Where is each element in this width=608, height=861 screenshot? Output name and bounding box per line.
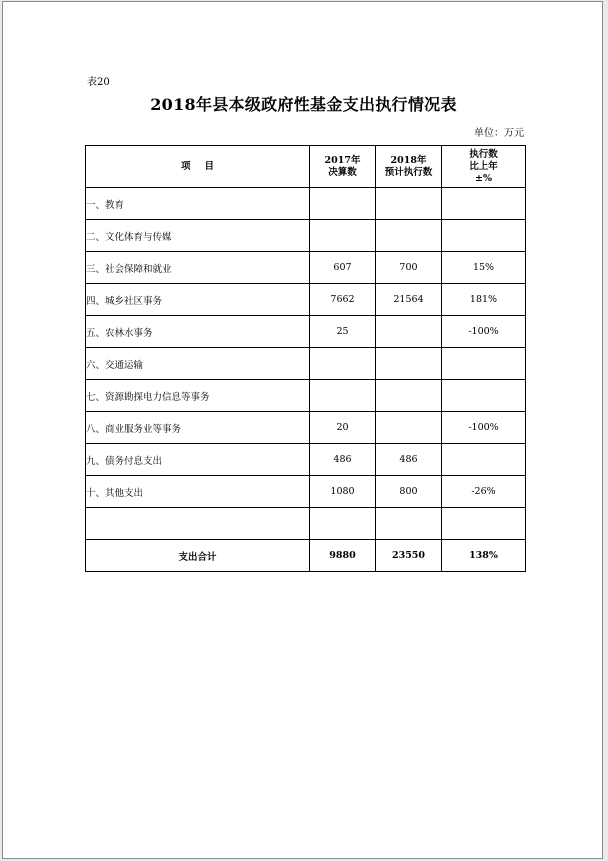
row-value-2018: 21564 [376, 284, 442, 316]
table-row [86, 284, 526, 316]
row-item: 四、城乡社区事务 [86, 284, 310, 316]
table-total-row [86, 540, 526, 572]
total-label: 支出合计 [86, 540, 310, 572]
row-value-2018 [376, 220, 442, 252]
row-item [86, 508, 310, 540]
row-value-2018 [376, 316, 442, 348]
total-change: 138% [442, 540, 526, 572]
row-value-2017: 486 [310, 444, 376, 476]
total-value-2017: 9880 [310, 540, 376, 572]
table-row [86, 188, 526, 220]
header-2017-line-1: 2017年 [324, 154, 361, 166]
row-value-2017: 20 [310, 412, 376, 444]
header-item-label: 项目 [180, 160, 228, 172]
row-value-2018 [376, 188, 442, 220]
table-row [86, 316, 526, 348]
row-value-2017: 1080 [310, 476, 376, 508]
row-change: 15% [442, 252, 526, 284]
table-row [86, 220, 526, 252]
table-row [86, 380, 526, 412]
row-value-2017: 607 [310, 252, 376, 284]
row-value-2018: 486 [376, 444, 442, 476]
row-value-2018 [376, 380, 442, 412]
row-change: 181% [442, 284, 526, 316]
row-value-2017 [310, 220, 376, 252]
row-change: -100% [442, 316, 526, 348]
total-value-2018: 23550 [376, 540, 442, 572]
row-value-2017 [310, 348, 376, 380]
header-2018-line-2: 预计执行数 [384, 166, 433, 178]
table-row [86, 444, 526, 476]
row-value-2017: 25 [310, 316, 376, 348]
table-row-empty [86, 508, 526, 540]
document-page [2, 1, 603, 859]
unit-label: 单位：万元 [474, 128, 524, 139]
row-item: 九、债务付息支出 [86, 444, 310, 476]
row-item: 十、其他支出 [86, 476, 310, 508]
fund-expenditure-table [85, 145, 526, 572]
header-2018 [376, 146, 442, 188]
row-value-2018 [376, 412, 442, 444]
page-title: 2018年县本级政府性基金支出执行情况表 [150, 95, 457, 114]
table-number: 表20 [87, 77, 110, 88]
header-change [442, 146, 526, 188]
header-2017 [310, 146, 376, 188]
row-item: 三、社会保障和就业 [86, 252, 310, 284]
row-item: 五、农林水事务 [86, 316, 310, 348]
row-change [442, 188, 526, 220]
row-value-2018: 700 [376, 252, 442, 284]
row-change [442, 380, 526, 412]
header-2017-line-2: 决算数 [328, 166, 357, 178]
row-item: 七、资源勘探电力信息等事务 [86, 380, 310, 412]
row-item: 二、文化体育与传媒 [86, 220, 310, 252]
header-change-line-2: 比上年 [469, 160, 498, 172]
table-row [86, 476, 526, 508]
row-change: -26% [442, 476, 526, 508]
row-item: 八、商业服务业等事务 [86, 412, 310, 444]
row-value-2017 [310, 508, 376, 540]
table-row [86, 412, 526, 444]
row-item: 六、交通运输 [86, 348, 310, 380]
row-value-2017: 7662 [310, 284, 376, 316]
table-row [86, 252, 526, 284]
row-value-2018: 800 [376, 476, 442, 508]
row-value-2017 [310, 188, 376, 220]
row-value-2018 [376, 508, 442, 540]
table-row [86, 348, 526, 380]
row-change [442, 444, 526, 476]
header-item [86, 146, 310, 188]
row-change: -100% [442, 412, 526, 444]
row-item: 一、教育 [86, 188, 310, 220]
row-change [442, 348, 526, 380]
header-change-line-3: ±% [475, 172, 492, 184]
header-2018-line-1: 2018年 [390, 154, 427, 166]
row-value-2017 [310, 380, 376, 412]
header-change-line-1: 执行数 [469, 148, 498, 160]
row-change [442, 508, 526, 540]
row-value-2018 [376, 348, 442, 380]
row-change [442, 220, 526, 252]
table-header-row [86, 146, 526, 188]
